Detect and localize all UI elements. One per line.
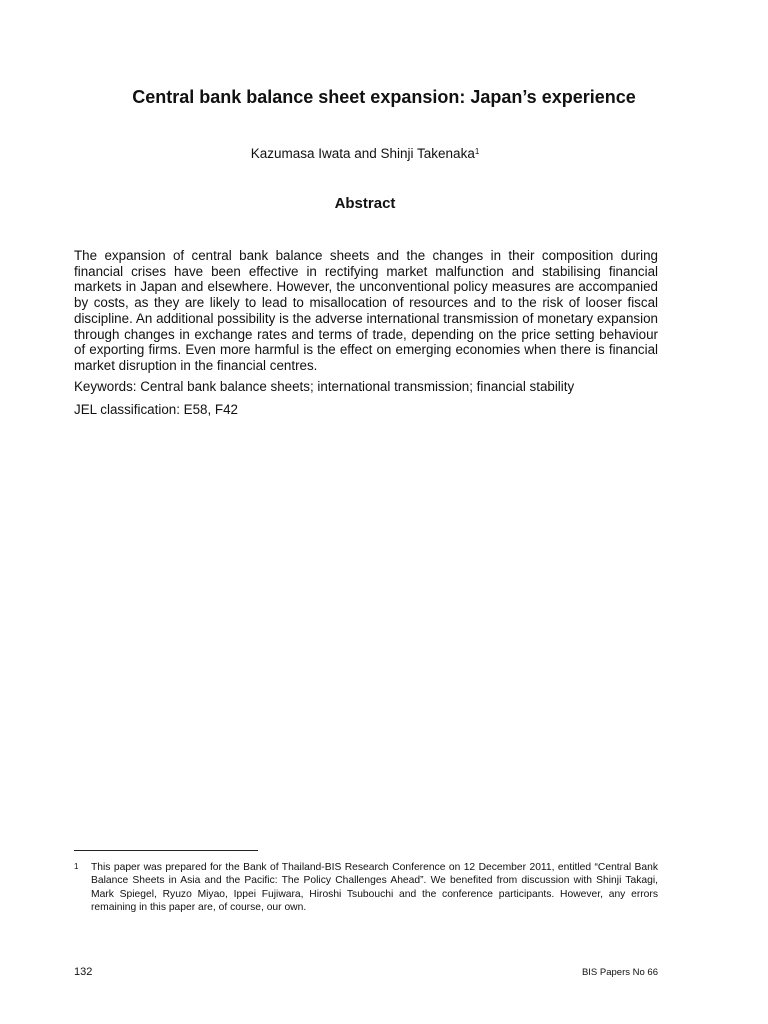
publication-footer: BIS Papers No 66 (581, 967, 658, 978)
paper-title: Central bank balance sheet expansion: Japan’s experience (132, 87, 636, 107)
author-footnote-marker: 1 (474, 147, 480, 156)
abstract-text: The expansion of central bank balance sheets and the changes in their composition during financial crises have been effective in rectifying market malfunction and stabilising financial markets in Japan and elsewhere. However, the unconventional policy measures are accompanied by costs, as they are likely to lead to misallocation of resources and to the risk of looser fiscal discipline. An additional possibility is the adverse international transmission of monetary expansion through changes in exchange rates and terms of trade, depending on the price setting behaviour of exporting firms. Even more harmful is the effect on emerging economies when there is financial market disruption in the financial centres. (74, 248, 658, 373)
abstract-heading: Abstract (334, 195, 396, 212)
footnote-separator (74, 850, 258, 851)
jel-classification: JEL classification: E58, F42 (74, 402, 238, 417)
footnote-marker: 1 (74, 862, 79, 871)
footnote (74, 861, 658, 914)
author-line (0, 145, 730, 163)
footnote-text: This paper was prepared for the Bank of Thailand-BIS Research Conference on 12 December 2011, entitled “Central Bank Balance Sheets in Asia and the Pacific: The Policy Challenges Ahead”. We benefited from discussion with Shinji Takagi, Mark Spiegel, Ryuzo Miyao, Ippei Fujiwara, Hiroshi Tsubouchi and the conference participants. However, any errors remaining in this paper are, of course, our own. (91, 862, 658, 913)
author-names: Kazumasa Iwata and Shinji Takenaka (250, 146, 475, 161)
keywords-line: Keywords: Central bank balance sheets; international transmission; financial stability (74, 379, 575, 394)
page-number: 132 (74, 966, 93, 978)
